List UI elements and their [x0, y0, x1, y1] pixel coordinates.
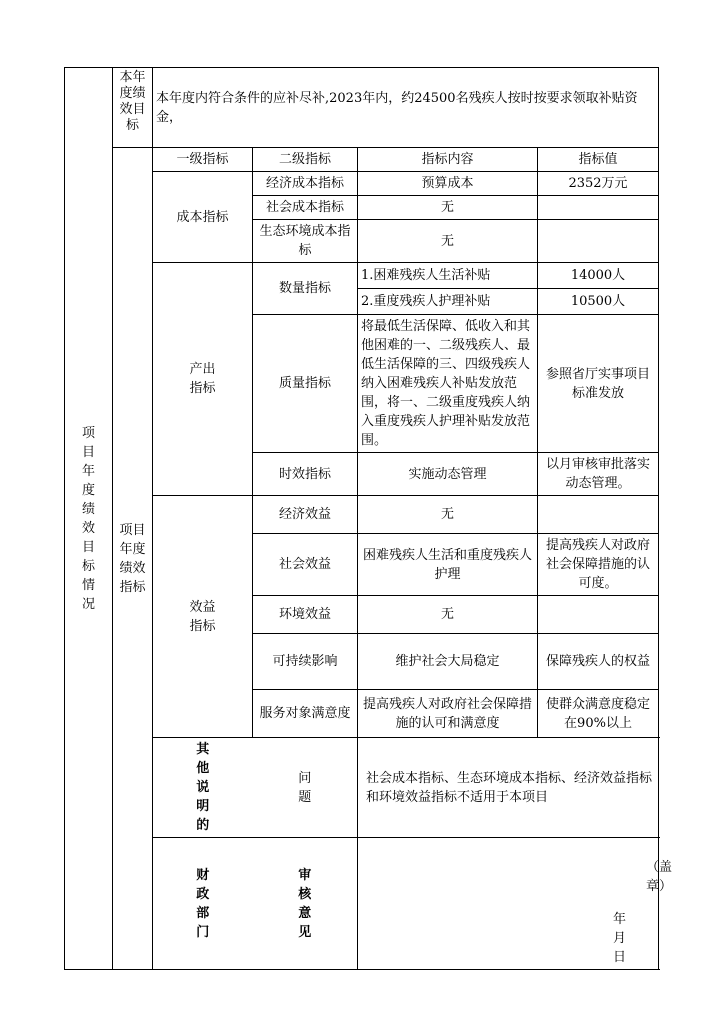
- benefit-satisfaction-name: 服务对象满意度: [253, 690, 358, 738]
- other-label2: 问 题: [253, 738, 358, 838]
- other-label1: 其 他 说 明 的: [153, 738, 253, 838]
- quality-content: 将最低生活保障、低收入和其他困难的一、二级残疾人、最低生活保障的三、四级残疾人纳入困难残疾人补贴发放范围，将一、二级重度残疾人纳入重度残疾人护理补贴发放范围。: [358, 315, 538, 453]
- cost-ecological-name: 生态环境成本指 标: [253, 220, 358, 263]
- annual-goal-content: 本年度内符合条件的应补尽补,2023年内，约24500名残疾人按时按要求领取补贴资金，: [153, 68, 659, 148]
- finance-label2: 审 核 意 见: [253, 838, 358, 970]
- benefit-label: 效益 指标: [153, 496, 253, 738]
- benefit-economic-value: [538, 496, 659, 534]
- cost-social-value: [538, 196, 659, 220]
- finance-review-area: [358, 838, 673, 970]
- benefit-environment-value: [538, 596, 659, 634]
- benefit-environment-content: 无: [358, 596, 538, 634]
- header-content: 指标内容: [358, 148, 538, 172]
- quality-value: 参照省厅实事项目标准发放: [538, 315, 659, 453]
- header-level2: 二级指标: [253, 148, 358, 172]
- benefit-social-value: 提高残疾人对政府社会保障措施的认可度。: [538, 534, 659, 596]
- other-content: 社会成本指标、生态环境成本指标、经济效益指标和环境效益指标不适用于本项目: [358, 738, 659, 838]
- benefit-social-name: 社会效益: [253, 534, 358, 596]
- annual-goal-label: 本年 度绩 效目 标: [113, 68, 153, 148]
- quantity-item2-value: 10500人: [538, 289, 659, 315]
- date-text: 年 月 日: [613, 912, 627, 965]
- cost-economic-value: 2352万元: [538, 172, 659, 196]
- cost-ecological-content: 无: [358, 220, 538, 263]
- header-level1: 一级指标: [153, 148, 253, 172]
- benefit-sustainable-value: 保障残疾人的权益: [538, 634, 659, 690]
- output-label: 产出 指标: [153, 263, 253, 496]
- quantity-item2-content: 2.重度残疾人护理补贴: [358, 289, 538, 315]
- stamp-text: （盖章）: [646, 860, 673, 894]
- quantity-item1-content: 1.困难残疾人生活补贴: [358, 263, 538, 289]
- benefit-sustainable-content: 维护社会大局稳定: [358, 634, 538, 690]
- cost-social-content: 无: [358, 196, 538, 220]
- performance-table: [64, 67, 673, 970]
- benefit-social-content: 困难残疾人生活和重度残疾人护理: [358, 534, 538, 596]
- cost-economic-name: 经济成本指标: [253, 172, 358, 196]
- benefit-satisfaction-value: 使群众满意度稳定在90%以上: [538, 690, 659, 738]
- benefit-economic-name: 经济效益: [253, 496, 358, 534]
- header-value: 指标值: [538, 148, 659, 172]
- finance-label1: 财 政 部 门: [153, 838, 253, 970]
- cost-economic-content: 预算成本: [358, 172, 538, 196]
- quantity-item1-value: 14000人: [538, 263, 659, 289]
- quality-name: 质量指标: [253, 315, 358, 453]
- cost-social-name: 社会成本指标: [253, 196, 358, 220]
- quantity-name: 数量指标: [253, 263, 358, 315]
- benefit-environment-name: 环境效益: [253, 596, 358, 634]
- section-label: 项 目 年 度 绩 效 目 标 情 况: [65, 68, 113, 970]
- timeliness-content: 实施动态管理: [358, 453, 538, 496]
- timeliness-value: 以月审核审批落实动态管理。: [538, 453, 659, 496]
- cost-label: 成本指标: [153, 172, 253, 263]
- benefit-economic-content: 无: [358, 496, 538, 534]
- cost-ecological-value: [538, 220, 659, 263]
- indicators-label: 项目 年度 绩效 指标: [113, 148, 153, 970]
- benefit-sustainable-name: 可持续影响: [253, 634, 358, 690]
- benefit-satisfaction-content: 提高残疾人对政府社会保障措施的认可和满意度: [358, 690, 538, 738]
- timeliness-name: 时效指标: [253, 453, 358, 496]
